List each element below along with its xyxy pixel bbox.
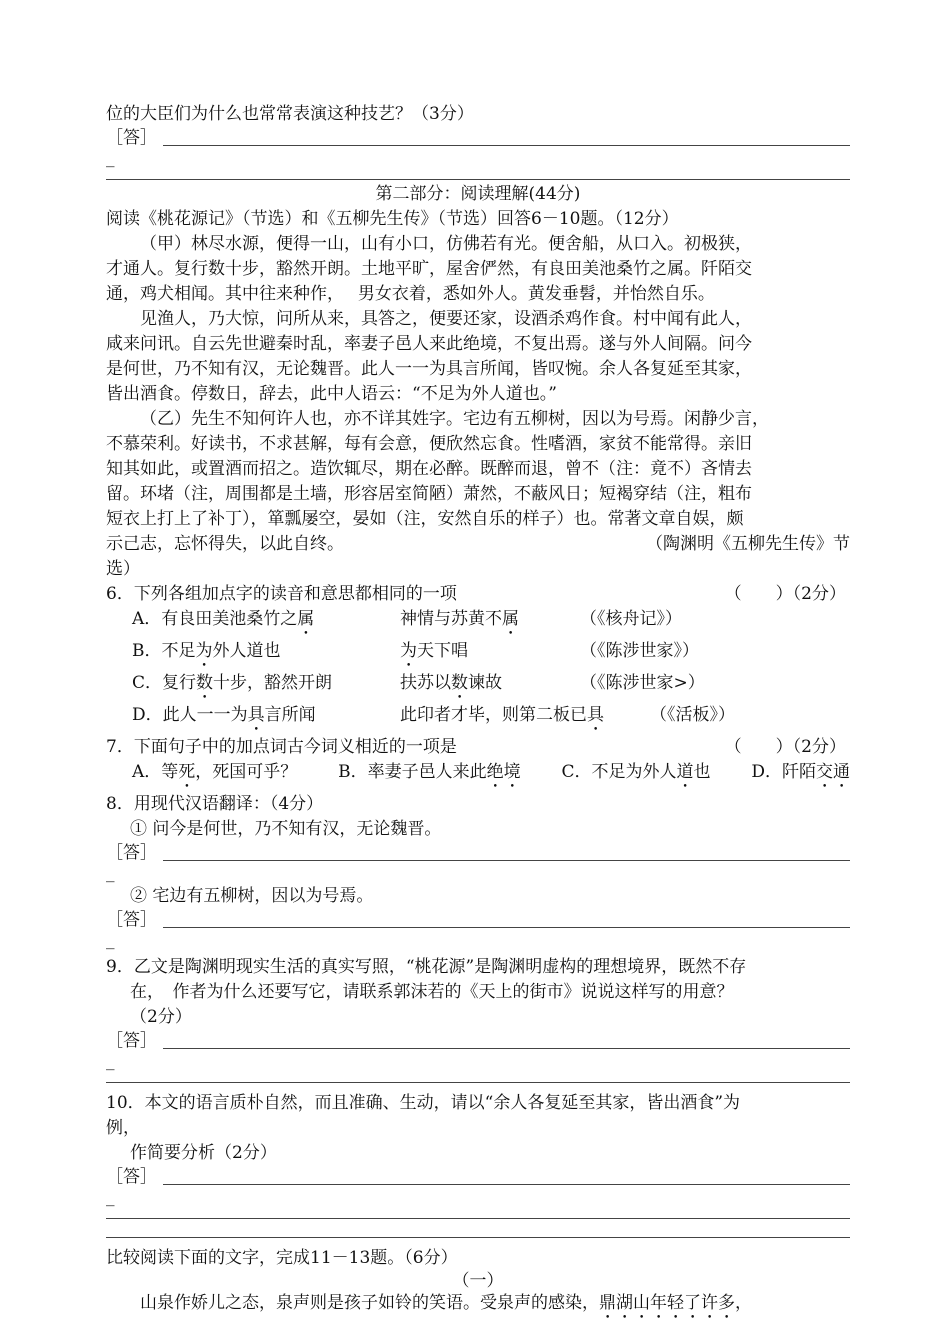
dotted-char: 为	[195, 641, 213, 661]
q6-bracket[interactable]: （ ）（2分）	[724, 584, 846, 604]
answer-rule	[163, 131, 850, 146]
answer-label: ［答］	[106, 128, 157, 148]
answer-label: ［答］	[106, 1167, 157, 1187]
passage-a-line: 通，鸡犬相闻。其中往来种作， 男女衣着，悉如外人。黄发垂髫，并怡然自乐。	[106, 284, 715, 304]
passage-b-line: 留。环堵（注，周围都是土墙，形容居室简陋）萧然，不蔽风日；短褐穿结（注，粗布	[106, 484, 752, 504]
dotted-char: 属	[502, 609, 519, 629]
q9-line: 在， 作者为什么还要写它，请联系郭沫若的《天上的街市》说说这样写的用意？	[130, 982, 734, 1002]
q7-option-c[interactable]	[561, 760, 710, 792]
opt-text: 此印者才毕，则第二板已	[400, 705, 587, 725]
dotted-char: 道	[676, 762, 694, 782]
answer-dash: _	[106, 930, 115, 950]
opt-source: （《核舟记》）	[580, 609, 682, 629]
dotted-char: 为	[400, 641, 417, 661]
opt-text: 谏故	[468, 673, 502, 693]
dotted-char: 鼎湖山年轻了许多	[599, 1293, 735, 1313]
answer-rule	[163, 913, 850, 928]
q8-sentence-1: ① 问今是何世，乃不知有汉，无论魏晋。	[130, 819, 442, 839]
passage-b-line: 短衣上打上了补丁），箪瓢屡空，晏如（注，安然自乐的样子）也。常著文章自娱，颇	[106, 509, 744, 529]
opt-text: C．不足为外人	[561, 762, 677, 782]
answer-line[interactable]	[106, 842, 850, 864]
passage-a-line: 才通人。复行数十步，豁然开朗。土地平旷，屋舍俨然，有良田美池桑竹之属。阡陌交	[106, 259, 752, 279]
q6-stem: 6．下列各组加点字的读音和意思都相同的一项	[106, 584, 457, 604]
answer-line[interactable]	[106, 1166, 850, 1188]
answer-dash: _	[106, 148, 115, 168]
opt-text: 神情与苏黄不	[400, 609, 502, 629]
reading-intro: 阅读《桃花源记》（节选）和《五柳先生传》（节选）回答6－10题。（12分）	[106, 209, 679, 229]
dotted-char: 交通	[815, 762, 850, 782]
opt-source: （《活板》）	[650, 705, 735, 725]
opt-source: （《陈涉世家>）	[580, 673, 705, 693]
passage-b-line: 知其如此，或置酒而招之。造饮辄尽，期在必醉。既醉而退，曾不（注：竟不）吝情去	[106, 459, 752, 479]
answer-dash: _	[106, 863, 115, 883]
q10-line: 10．本文的语言质朴自然，而且准确、生动，请以“余人各复延至其家，皆出酒食”为	[106, 1093, 741, 1113]
q6-option-d[interactable]	[106, 703, 850, 735]
dotted-char: 数	[451, 673, 468, 693]
answer-rule-full	[106, 1227, 850, 1238]
passage-a-line: 是何世，乃不知有汉，无论魏晋。此人一一为具言所闻，皆叹惋。余人各复延至其家，	[106, 359, 752, 379]
answer-label: ［答］	[106, 910, 157, 930]
opt-text: 十步，豁然开朗	[213, 673, 333, 693]
opt-text: 扶苏以	[400, 673, 451, 693]
q7-option-d[interactable]	[751, 760, 850, 792]
q7-options	[106, 760, 850, 792]
q7-stem: 7．下面句子中的加点词古今词义相近的一项是	[106, 737, 457, 757]
compare-p1	[106, 1291, 850, 1323]
q7-stem-row	[106, 735, 850, 760]
answer-rule	[163, 1034, 850, 1049]
section-title: 第二部分：阅读理解(44分)	[375, 184, 581, 204]
answer-dash: _	[106, 1187, 115, 1207]
opt-text: 山泉作娇儿之态，泉声则是孩子如铃的笑语。受泉声的感染，	[140, 1293, 599, 1313]
answer-line[interactable]	[106, 909, 850, 931]
q6-option-c[interactable]	[106, 671, 850, 703]
opt-text: D．此人一一为	[132, 705, 248, 725]
opt-source: （《陈涉世家》）	[580, 641, 699, 661]
q8-sentence-2: ② 宅边有五柳树，因以为号焉。	[130, 886, 374, 906]
dotted-char: 具	[587, 705, 604, 725]
opt-text: ，	[735, 1293, 752, 1313]
passage-a-line: （甲）林尽水源，便得一山，山有小口，仿佛若有光。便舍船，从口入。初极狭，	[140, 234, 752, 254]
opt-text: 言所闻	[264, 705, 316, 725]
q10-line: 作简要分析（2分）	[130, 1143, 277, 1163]
q7-option-a[interactable]	[132, 760, 297, 792]
opt-text: D．阡陌	[751, 762, 816, 782]
q5-tail: 位的大臣们为什么也常常表演这种技艺？（3分）	[106, 104, 474, 124]
answer-rule	[163, 846, 850, 861]
dotted-char: 数	[196, 673, 214, 693]
opt-text: A．有良田美池桑竹之	[132, 609, 298, 629]
q6-option-b[interactable]	[106, 639, 850, 671]
opt-text: 外人道也	[212, 641, 281, 661]
opt-text: B．率妻子邑人来此	[338, 762, 487, 782]
passage-b-line: 不慕荣利。好读书，不求甚解，每有会意，便欣然忘食。性嗜酒，家贫不能常得。亲旧	[106, 434, 752, 454]
dotted-char: 具	[247, 705, 265, 725]
answer-line[interactable]	[106, 127, 850, 149]
answer-rule-full	[106, 169, 850, 180]
passage-a-line: 咸来问讯。自云先世避秦时乱，率妻子邑人来此绝境，不复出焉。遂与外人间隔。问今	[106, 334, 752, 354]
compare-part: （一）	[452, 1271, 504, 1291]
q9-line: （2分）	[130, 1007, 192, 1027]
q6-option-a[interactable]	[106, 607, 850, 639]
compare-intro: 比较阅读下面的文字，完成11－13题。（6分）	[106, 1248, 458, 1268]
q8-stem: 8．用现代汉语翻译：（4分）	[106, 794, 324, 814]
dotted-char: 绝境	[486, 762, 521, 782]
answer-dash: _	[106, 1051, 115, 1071]
passage-b-source: （陶渊明《五柳先生传》节	[646, 534, 850, 554]
q10-line: 例，	[106, 1118, 140, 1138]
passage-b-last	[106, 532, 850, 557]
answer-label: ［答］	[106, 843, 157, 863]
opt-text: B．不足	[132, 641, 196, 661]
opt-text: 也	[693, 762, 711, 782]
passage-b-line: （乙）先生不知何许人也，亦不详其姓字。宅边有五柳树，因以为号焉。闲静少言，	[140, 409, 769, 429]
q9-line: 9．乙文是陶渊明现实生活的真实写照，“桃花源”是陶渊明虚构的理想境界，既然不存	[106, 957, 747, 977]
opt-text: 天下唱	[417, 641, 468, 661]
passage-a-line: 见渔人，乃大惊，问所从来，具答之，便要还家，设酒杀鸡作食。村中闻有此人，	[140, 309, 752, 329]
answer-line[interactable]	[106, 1030, 850, 1052]
passage-a-line: 皆出酒食。停数日，辞去，此中人语云：“不足为外人道也。”	[106, 384, 557, 404]
opt-text: A．等	[132, 762, 179, 782]
q7-option-b[interactable]	[338, 760, 521, 792]
dotted-char: 属	[297, 609, 315, 629]
passage-b-line: 示己志，忘怀得失，以此自终。	[106, 534, 344, 554]
passage-b-source-tail: 选）	[106, 559, 140, 579]
dotted-char: 死	[178, 762, 196, 782]
opt-text: C．复行	[132, 673, 197, 693]
answer-rule	[163, 1170, 850, 1185]
answer-label: ［答］	[106, 1031, 157, 1051]
answer-rule-full	[106, 1072, 850, 1083]
answer-rule-full	[106, 1208, 850, 1219]
q7-bracket[interactable]: （ ）（2分）	[724, 737, 846, 757]
q6-stem-row	[106, 582, 850, 607]
opt-text: ，死国可乎？	[195, 762, 298, 782]
